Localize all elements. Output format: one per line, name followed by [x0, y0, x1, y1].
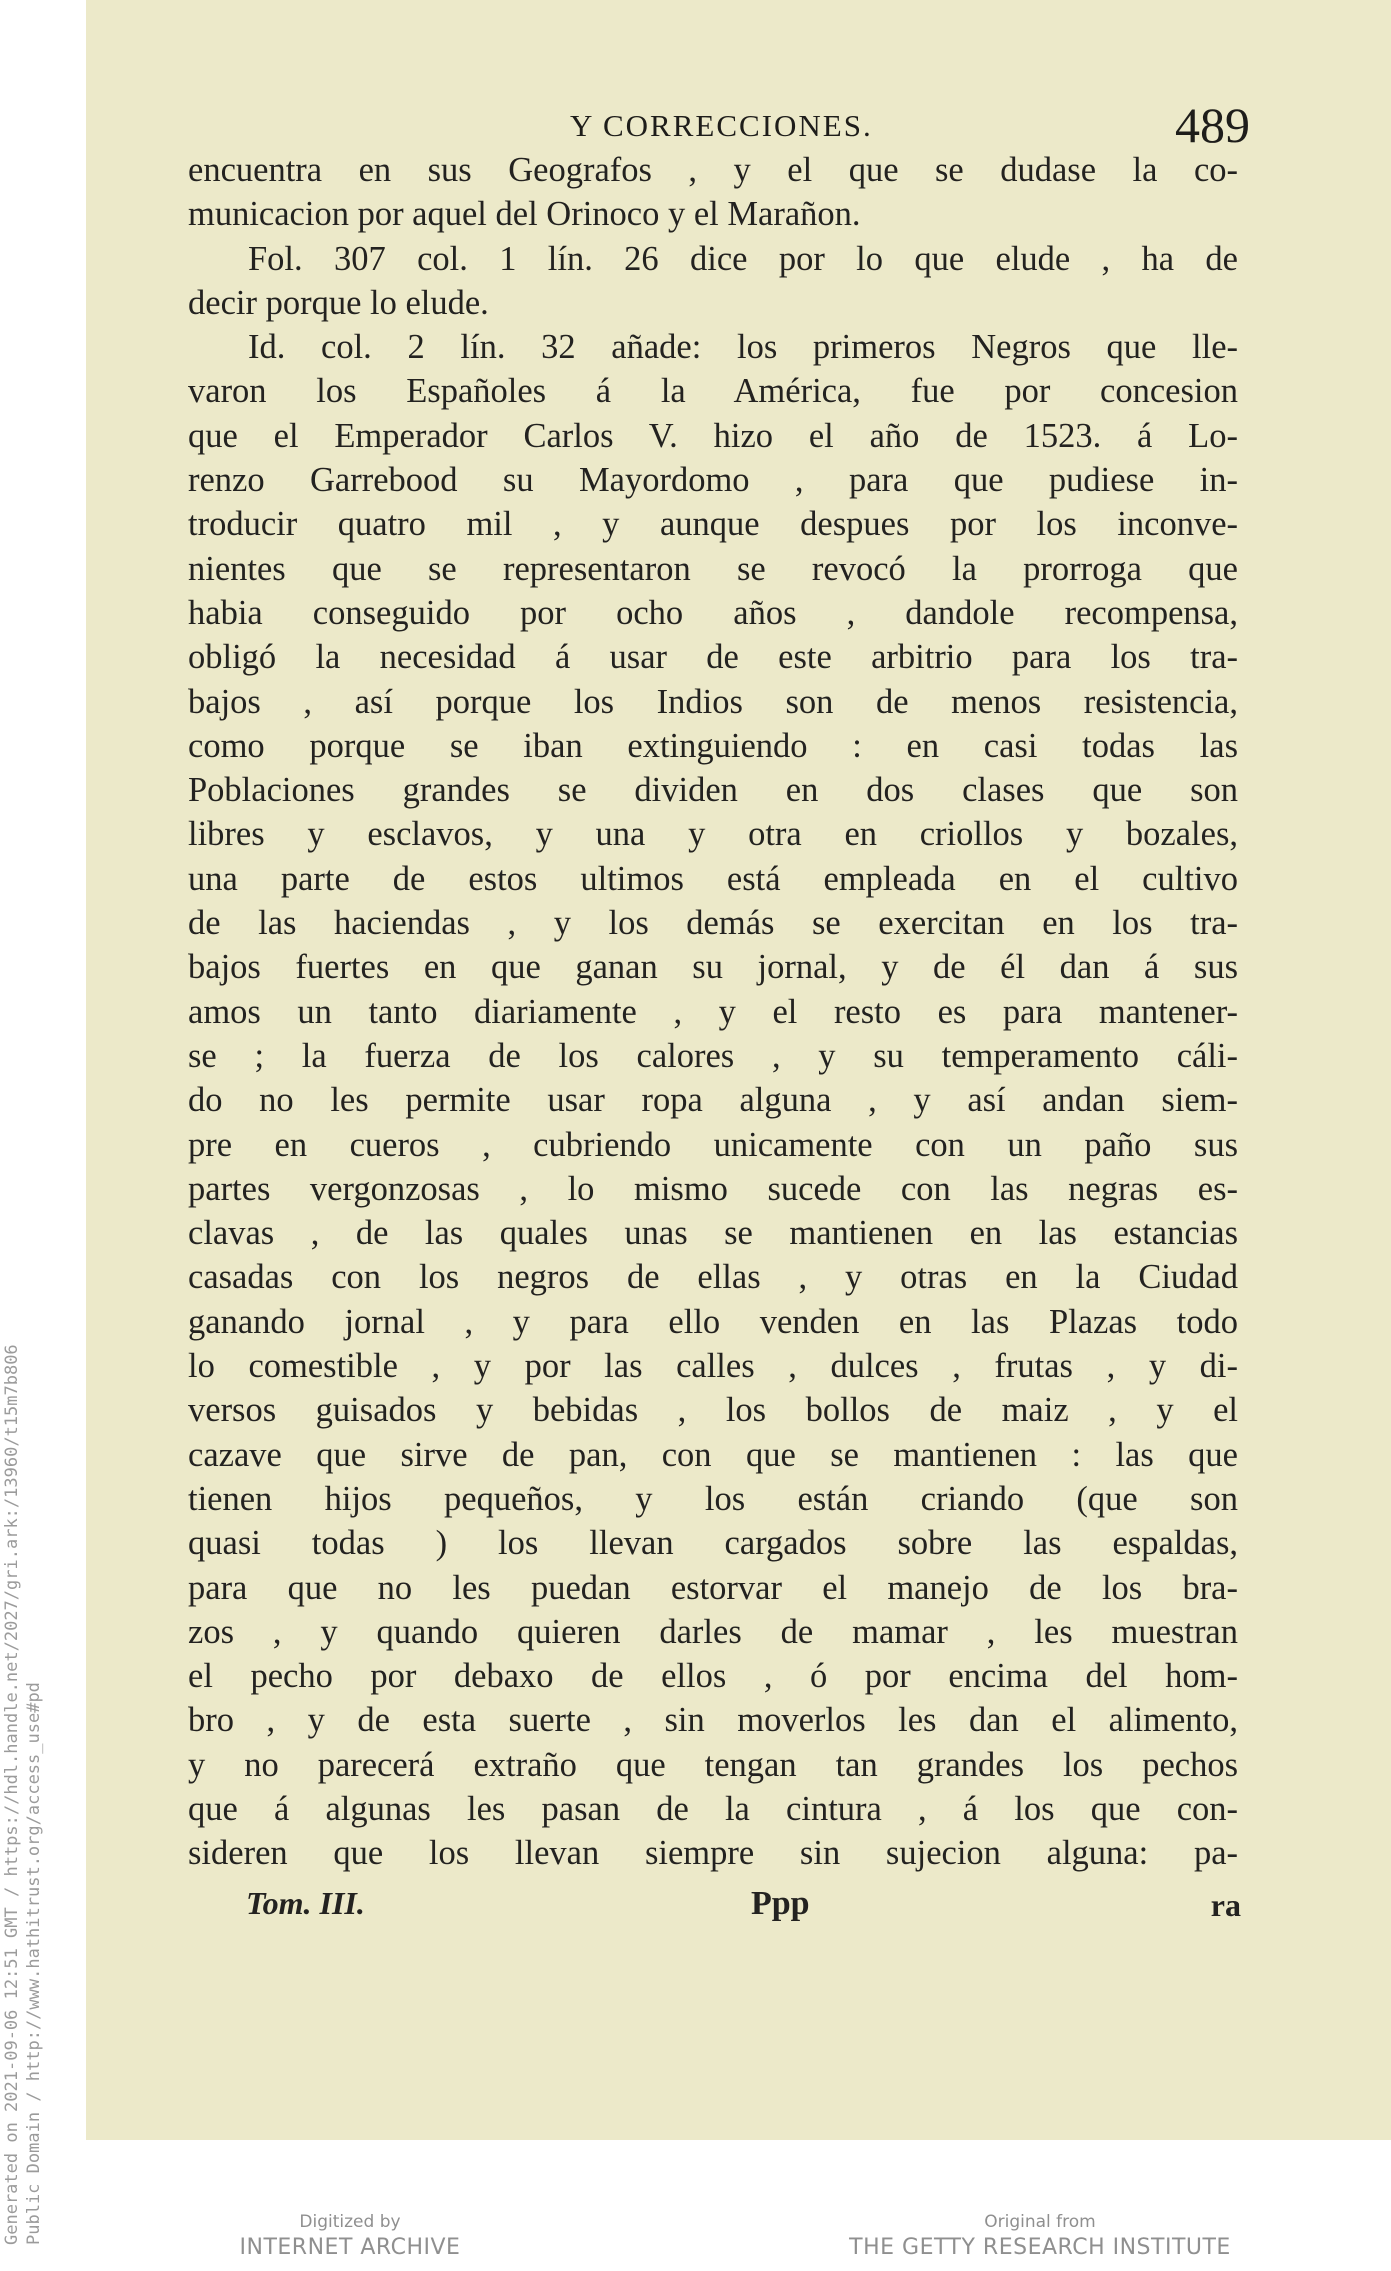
- text-line: y no parecerá extraño que tengan tan grandes los pechos: [188, 1745, 1238, 1784]
- text-line: bro , y de esta suerte , sin moverlos les dan el alimento,: [188, 1701, 1238, 1740]
- text-line: cazave que sirve de pan, con que se mantienen : las que: [188, 1435, 1238, 1474]
- text-line: decir porque lo elude.: [188, 283, 489, 322]
- text-line: encuentra en sus Geografos , y el que se dudase la co-: [188, 151, 1238, 189]
- text-line: que á algunas les pasan de la cintura , á los que con-: [188, 1789, 1238, 1828]
- text-line: pre en cueros , cubriendo unicamente con un paño sus: [188, 1125, 1238, 1164]
- digitized-credit: [225, 2212, 475, 2260]
- text-line: que el Emperador Carlos V. hizo el año de 1523. á Lo-: [188, 416, 1238, 455]
- digitized-by-label: Digitized by: [299, 2212, 401, 2232]
- volume-mark: Tom. III.: [246, 1885, 365, 1921]
- text-line: do no les permite usar ropa alguna , y así andan siem-: [188, 1081, 1238, 1120]
- text-line: troducir quatro mil , y aunque despues por los inconve-: [188, 505, 1238, 544]
- original-credit: [840, 2212, 1240, 2260]
- text-line: varon los Españoles á la América, fue por concesion: [188, 372, 1238, 411]
- page-footer: [246, 1885, 1241, 1945]
- text-line: para que no les puedan estorvar el manejo de los bra-: [188, 1568, 1238, 1607]
- original-from-label: Original from: [984, 2212, 1096, 2232]
- rights-note: Public Domain / http://www.hathitrust.org/access_use#pd: [24, 1682, 44, 2245]
- text-line: Poblaciones grandes se dividen en dos clases que son: [188, 771, 1238, 810]
- getty-label: THE GETTY RESEARCH INSTITUTE: [849, 2235, 1231, 2260]
- text-line: partes vergonzosas , lo mismo sucede con las negras es-: [188, 1169, 1238, 1208]
- text-line: se ; la fuerza de los calores , y su temperamento cáli-: [188, 1036, 1238, 1075]
- text-line: bajos , así porque los Indios son de menos resistencia,: [188, 682, 1238, 721]
- text-line: como porque se iban extinguiendo : en casi todas las: [188, 726, 1238, 765]
- text-line: obligó la necesidad á usar de este arbitrio para los tra-: [188, 638, 1238, 677]
- generated-note: Generated on 2021-09-06 12:51 GMT / https://hdl.handle.net/2027/gri.ark:/13960/t15m7b806: [2, 1344, 22, 2245]
- text-line: casadas con los negros de ellas , y otras en la Ciudad: [188, 1258, 1238, 1297]
- text-line: lo comestible , y por las calles , dulces , frutas , y di-: [188, 1347, 1238, 1386]
- body-text: [188, 148, 1238, 1876]
- text-line: versos guisados y bebidas , los bollos de maiz , y el: [188, 1391, 1238, 1430]
- text-line: de las haciendas , y los demás se exercitan en los tra-: [188, 904, 1238, 943]
- text-line: una parte de estos ultimos está empleada en el cultivo: [188, 859, 1238, 898]
- text-line: amos un tanto diariamente , y el resto es para mantener-: [188, 992, 1238, 1031]
- internet-archive-label: INTERNET ARCHIVE: [239, 2235, 461, 2260]
- text-line: tienen hijos pequeños, y los están criando (que son: [188, 1479, 1238, 1518]
- catchword: ra: [1210, 1887, 1241, 1923]
- text-line: clavas , de las quales unas se mantienen en las estancias: [188, 1214, 1238, 1253]
- running-head: Y CORRECCIONES.: [570, 108, 873, 143]
- text-line: sideren que los llevan siempre sin sujecion alguna: pa-: [188, 1834, 1238, 1873]
- text-line: municacion por aquel del Orinoco y el Marañon.: [188, 195, 861, 234]
- text-line: nientes que se representaron se revocó la prorroga que: [188, 549, 1238, 588]
- page-number: 489: [1175, 97, 1250, 153]
- text-line: ganando jornal , y para ello venden en las Plazas todo: [188, 1302, 1238, 1341]
- text-line: bajos fuertes en que ganan su jornal, y de él dan á sus: [188, 948, 1238, 987]
- signature-mark: Ppp: [751, 1885, 810, 1922]
- text-line: renzo Garrebood su Mayordomo , para que pudiese in-: [188, 461, 1238, 500]
- text-line: quasi todas ) los llevan cargados sobre las espaldas,: [188, 1524, 1238, 1563]
- text-line: zos , y quando quieren darles de mamar , les muestran: [188, 1612, 1238, 1651]
- page-header: [570, 96, 1250, 156]
- hathitrust-side-note: [0, 1155, 60, 2265]
- text-line: habia conseguido por ocho años , dandole recompensa,: [188, 593, 1238, 632]
- text-line: Fol. 307 col. 1 lín. 26 dice por lo que elude , ha de: [248, 239, 1238, 278]
- text-line: Id. col. 2 lín. 32 añade: los primeros Negros que lle-: [248, 328, 1238, 367]
- text-line: libres y esclavos, y una y otra en criollos y bozales,: [188, 815, 1238, 854]
- text-line: el pecho por debaxo de ellos , ó por encima del hom-: [188, 1657, 1238, 1696]
